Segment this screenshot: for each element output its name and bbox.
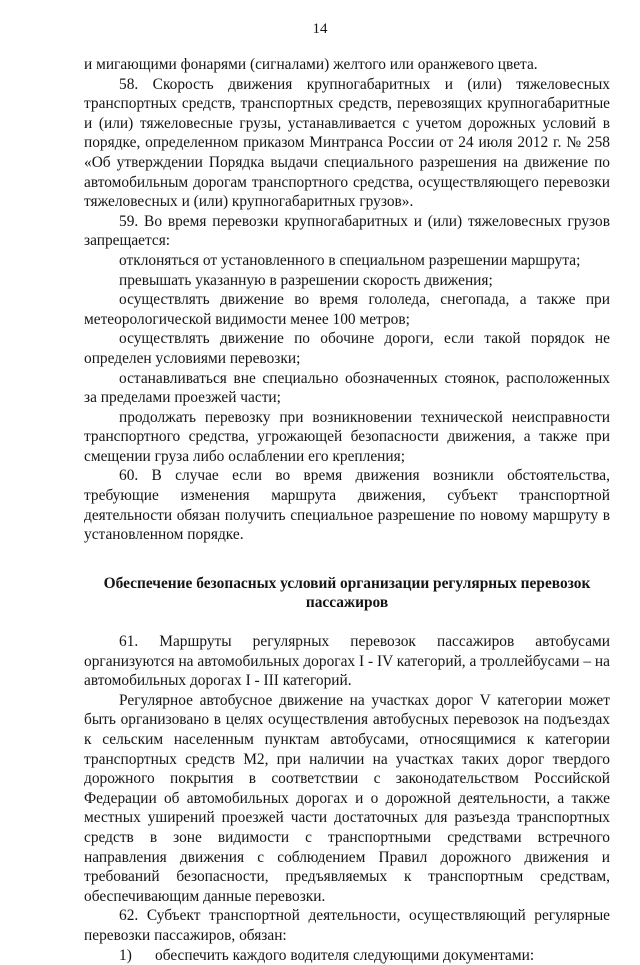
paragraph-p58: 58. Скорость движения крупногабаритных и (или) тяжеловесных транспортных средств, транспортных средств, перевозящих крупногабаритные и (или) тяжеловесные грузы, устанавливается с учетом дорожных условий в порядке, определенном приказом Минтранса России от 24 июля 2012 г. № 258 «Об утверждении Порядка выдачи специального разрешения на движение по автомобильным дорогам транспортного средства, осуществляющего перевозки тяжеловесных и (или) крупногабаритных грузов». [84,75,610,211]
paragraph-p61: 61. Маршруты регулярных перевозок пассажиров автобусами организуются на автомобильных дорогах I - IV категорий, а троллейбусами – на автомобильных дорогах I - III категорий. [84,633,610,690]
page-number: 14 [312,21,328,37]
paragraphs-top [84,55,610,545]
list-item-number: 1) [119,946,132,964]
paragraph-p59c: осуществлять движение во время гололеда, снегопада, а также при метеорологической видимости менее 100 метров; [84,291,610,328]
paragraphs-bottom [84,632,610,946]
paragraph-p59b: превышать указанную в разрешении скорость движения; [119,271,493,289]
list-item-text: обеспечить каждого водителя следующими документами: [155,946,535,964]
paragraph-p62: 62. Субъект транспортной деятельности, осуществляющий регулярные перевозки пассажиров, обязан: [84,907,610,944]
paragraph-p60: 60. В случае если во время движения возникли обстоятельства, требующие изменения маршрута движения, субъект транспортной деятельности обязан получить специальное разрешение по новому маршруту в установленном порядке. [84,467,610,544]
section-heading-line-1: Обеспечение безопасных условий организации регулярных перевозок [103,574,591,592]
section-heading-line-2: пассажиров [305,594,389,612]
section-heading [84,574,610,613]
paragraph-p59e: останавливаться вне специально обозначенных стоянок, расположенных за пределами проезжей части; [84,369,610,407]
paragraph-cont: и мигающими фонарями (сигналами) желтого или оранжевого цвета. [84,56,538,73]
paragraph-p61b: Регулярное автобусное движение на участках дорог V категории может быть организовано в целях осуществления автобусных перевозок на подъездах к сельским населенным пунктам автобусами, относящимися к категории транспортных средств М2, при наличии на участках таких дорог твердого дорожного покрытия в соответствии с законодательством Российской Федерации об автомобильных дорогах и о дорожной деятельности, а также местных уширений проезжей части достаточных для разъезда транспортных средств в зоне видимости с транспортными средствами встречного направления движения с соблюдением Правил дорожного движения и требований безопасности, предъявляемых к транспортным средствам, обеспечивающим данные перевозки. [84,691,610,905]
document-body [84,55,610,965]
paragraph-p59f: продолжать перевозку при возникновении технической неисправности транспортного средства, угрожающей безопасности движения, а также при смещении груза либо ослаблении его крепления; [84,408,610,465]
list-item [84,946,610,965]
paragraph-p59: 59. Во время перевозки крупногабаритных и (или) тяжеловесных грузов запрещается: [84,212,610,250]
paragraph-p59a: отклоняться от установленного в специальном разрешении маршрута; [119,251,581,269]
paragraph-p59d: осуществлять движение по обочине дороги, если такой порядок не определен условиями перевозки; [84,330,610,367]
